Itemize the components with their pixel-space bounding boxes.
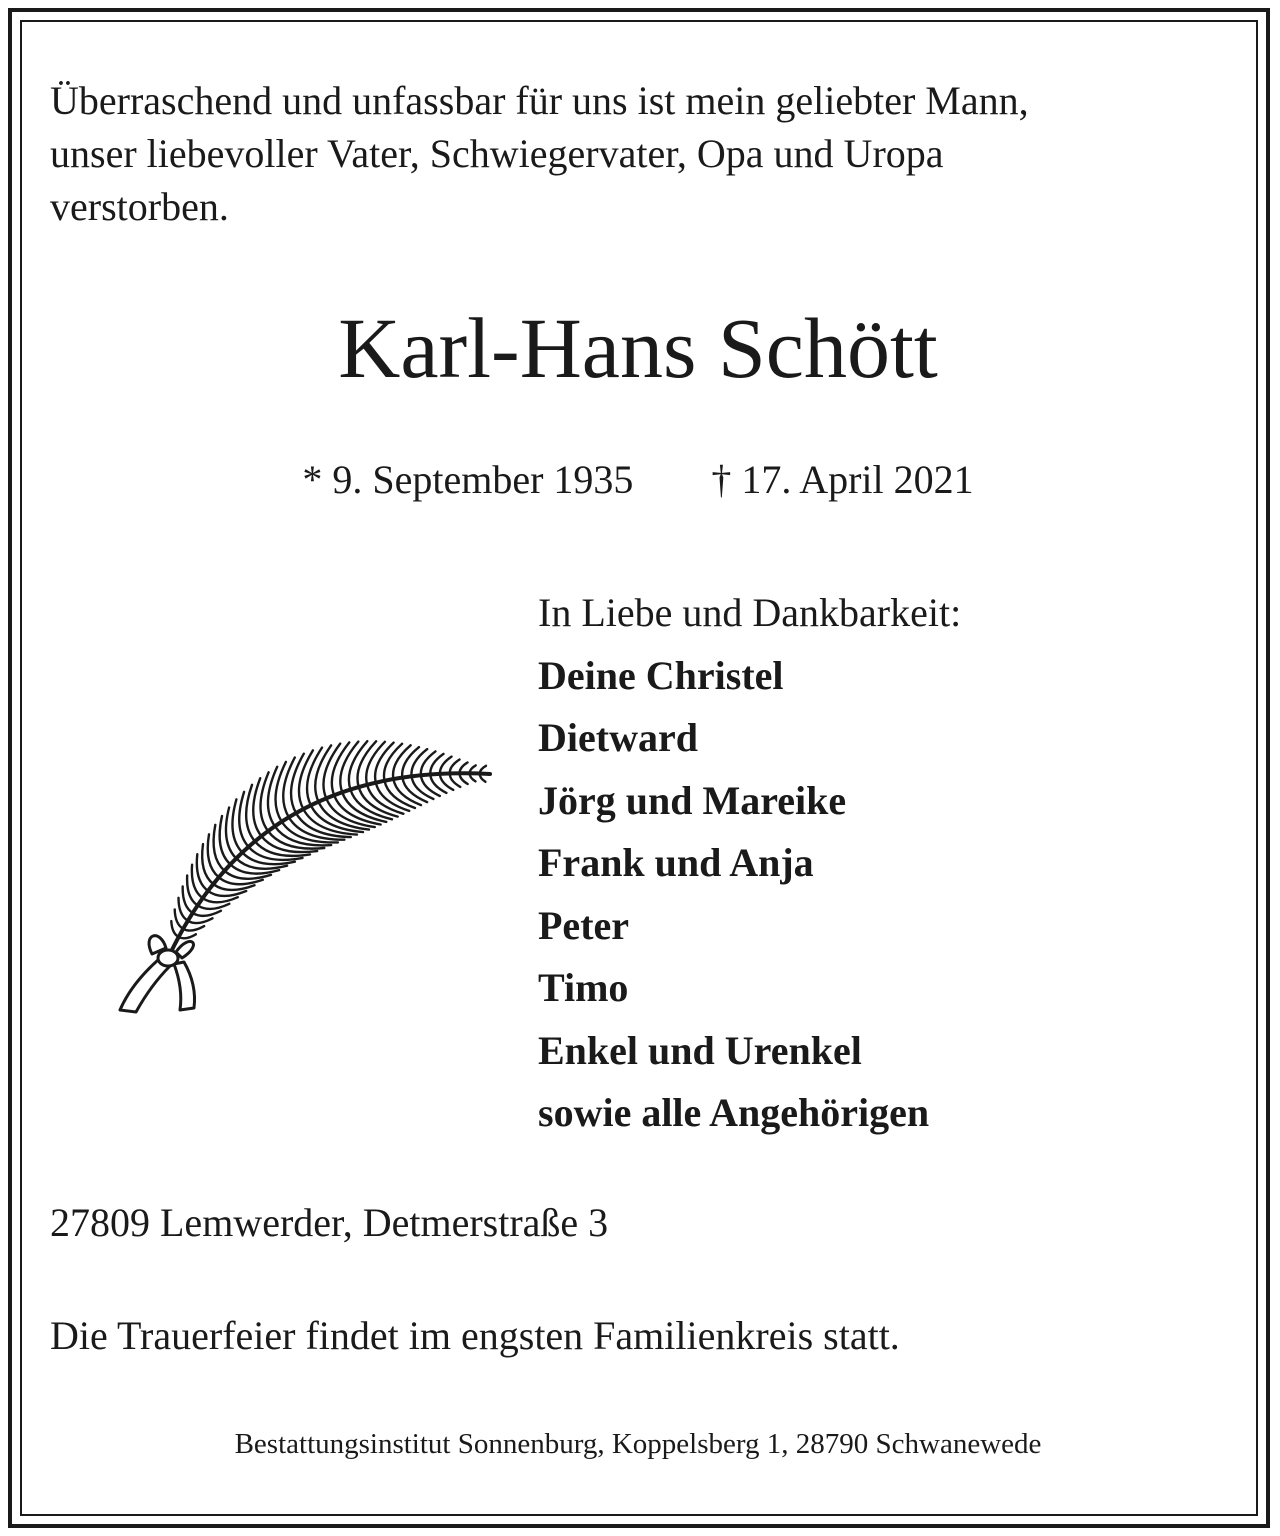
birth-date: * 9. September 1935 bbox=[302, 457, 634, 502]
funeral-home-footer: Bestattungsinstitut Sonnenburg, Koppelsberg 1, 28790 Schwanewede bbox=[234, 1428, 1042, 1460]
palm-frond-with-bow-icon bbox=[112, 722, 502, 1022]
mourner-name: Enkel und Urenkel bbox=[538, 1027, 862, 1073]
mourner-name: Timo bbox=[538, 965, 629, 1010]
deceased-name: Karl-Hans Schött bbox=[338, 300, 938, 396]
intro-line: verstorben. bbox=[50, 184, 229, 229]
mourner-name: Frank und Anja bbox=[538, 840, 814, 885]
mourner-name: Deine Christel bbox=[538, 652, 784, 698]
mourner-name: Dietward bbox=[538, 715, 698, 760]
mourner-name: Jörg und Mareike bbox=[538, 777, 847, 823]
intro-line: unser liebevoller Vater, Schwiegervater, Opa und Uropa bbox=[50, 131, 944, 176]
address: 27809 Lemwerder, Detmerstraße 3 bbox=[50, 1200, 609, 1245]
mourners-lead: In Liebe und Dankbarkeit: bbox=[538, 590, 962, 635]
death-date: † 17. April 2021 bbox=[711, 457, 974, 502]
mourners-block bbox=[538, 582, 1218, 1145]
mourner-name: Peter bbox=[538, 902, 630, 948]
life-dates bbox=[0, 455, 1276, 505]
intro-text bbox=[50, 74, 1220, 233]
ceremony-note: Die Trauerfeier findet im engsten Familienkreis statt. bbox=[50, 1313, 900, 1358]
mourner-name: sowie alle Angehörigen bbox=[538, 1090, 930, 1135]
intro-line: Überraschend und unfassbar für uns ist mein geliebter Mann, bbox=[50, 78, 1029, 123]
